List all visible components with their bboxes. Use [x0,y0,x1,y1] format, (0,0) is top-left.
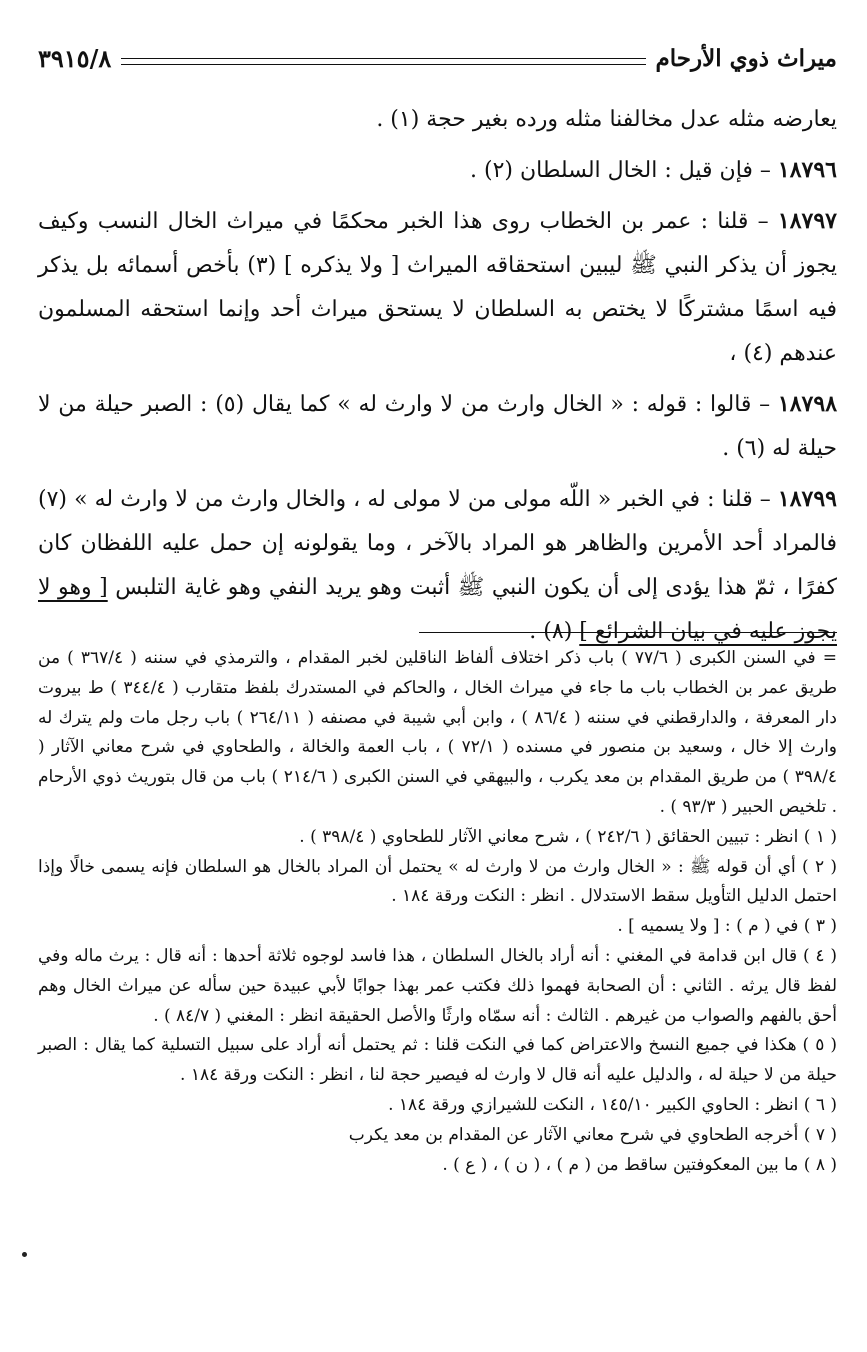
footnote-6: ( ٦ ) انظر : الحاوي الكبير ١٤٥/١٠ ، النكت للشيرازي ورقة ١٨٤ . [388,1094,837,1115]
paragraph-18798 [38,382,837,471]
footnote-7: ( ٧ ) أخرجه الطحاوي في شرح معاني الآثار عن المقدام بن معد يكرب [348,1124,837,1145]
paragraph-number: ١٨٧٩٧ [777,208,837,234]
footnote-1: ( ١ ) انظر : تبيين الحقائق ( ٢٤٢/٦ ) ، شرح معاني الآثار للطحاوي ( ٣٩٨/٤ ) . [299,826,837,847]
paragraph-18796 [38,148,837,193]
paragraph-number: ١٨٧٩٦ [777,157,837,183]
footnote-2: ( ٢ ) أي أن قوله ﷺ : « الخال وارث من لا وارث له » يحتمل أن المراد بالخال هو السلطان فإنه يسمى خالًا وإذا احتمل الدليل التأويل سقط الاستدلال . انظر : النكت ورقة ١٨٤ . [38,856,837,907]
footnote-separator [419,632,837,633]
footnote-3: ( ٣ ) في ( م ) : [ ولا يسميه ] . [617,916,837,937]
paragraph-text: – قلنا : في الخبر « اللّه مولى من لا مولى له ، والخال وارث من لا وارث له » (٧) فالمراد أحد الأمرين والظاهر هو المراد بالآخر ، وما يقولونه إن حمل عليه اللفظان كان كفرًا ، ثمّ هذا يؤدى إلى أن يكون النبي ﷺ أثبت وهو يريد النفي وهو غاية التلبس [38,487,837,600]
footnotes [38,644,837,1180]
footnote-5: ( ٥ ) هكذا في جميع النسخ والاعتراض كما في النكت قلنا : ثم يحتمل أنه أراد على سبيل التسلية كما يقال : الصبر حيلة من لا حيلة له ، والدليل عليه أنه قال لا وارث له فيصير حجة لنا ، انظر : النكت ورقة ١٨٤ . [38,1035,837,1086]
footnote-8: ( ٨ ) ما بين المعكوفتين ساقط من ( م ) ، ( ن ) ، ( ع ) . [442,1154,837,1175]
paragraph-text: – فإن قيل : الخال السلطان (٢) . [470,158,771,183]
paragraph-18799 [38,477,837,654]
paragraph-text: – قالوا : قوله : « الخال وارث من لا وارث له » كما يقال (٥) : الصبر حيلة من لا حيلة له (٦) . [38,392,837,461]
paragraph-text: – قلنا : عمر بن الخطاب روى هذا الخبر محكمًا في ميراث الخال النسب وكيف يجوز أن يذكر النبي ﷺ ليبين استحقاقه الميراث [ ولا يذكره ] (٣) بأخص أسمائه بل يذكر فيه اسمًا مشتركًا لا يختص به السلطان لا يستحق ميراث أحد وإنما استحقه المسلمون عندهم (٤) ، [38,209,837,366]
underlined-bracket-text: [ وهو لا يجوز عليه في بيان الشرائع ] [38,575,837,644]
chapter-title: ميراث ذوي الأرحام [655,44,837,72]
running-header [38,38,837,78]
paragraph-number: ١٨٧٩٨ [777,391,838,417]
header-rule [121,58,645,65]
page-number: ٣٩١٥/٨ [38,43,112,73]
main-text [38,98,837,660]
footnote-continuation: = في السنن الكبرى ( ٧٧/٦ ) باب ذكر اختلاف ألفاظ الناقلين لخبر المقدام ، والترمذي في سننه ( ٣٦٧/٤ ) من طريق عمر بن الخطاب باب ما جاء في ميراث الخال ، والحاكم في المستدرك بلفظ متقارب ( ٣٤٤/٤ ) ط بيروت دار المعرفة ، والدارقطني في سننه ( ٨٦/٤ ) ، وابن أبي شيبة في مصنفه ( ٢٦٤/١١ ) باب رجل مات ولم يترك له وارث إلا خال ، وسعيد بن منصور في مسنده ( ٧٢/١ ) ، باب العمة والخالة ، والطحاوي في شرح معاني الآثار ( ٣٩٨/٤ ) من طريق المقدام بن معد يكرب ، والبيهقي في السنن الكبرى ( ٢١٤/٦ ) باب من قال بتوريث ذوي الأرحام . تلخيص الحبير ( ٩٣/٣ ) . [38,648,837,817]
paragraph-18797 [38,199,837,376]
paragraph-end: (٨) . [529,619,573,644]
margin-dot [22,1252,27,1257]
footnote-4: ( ٤ ) قال ابن قدامة في المغني : أنه أراد بالخال السلطان ، هذا فاسد لوجوه ثلاثة أحدها : أنه قال : يرث ماله وفي لفظ قال يرثه . الثاني : أن الصحابة فهموا ذلك فكتب عمر بهذا جوابًا لأبي عبيدة حين سأله عن ميراث الخال وهم أحق بالفهم والصواب من غيرهم . الثالث : أنه سمّاه وارثًا والأصل الحقيقة انظر : المغني ( ٨٤/٧ ) . [38,945,837,1026]
paragraph-continuation: يعارضه مثله عدل مخالفنا مثله ورده بغير حجة (١) . [376,107,837,132]
paragraph-number: ١٨٧٩٩ [777,486,837,512]
